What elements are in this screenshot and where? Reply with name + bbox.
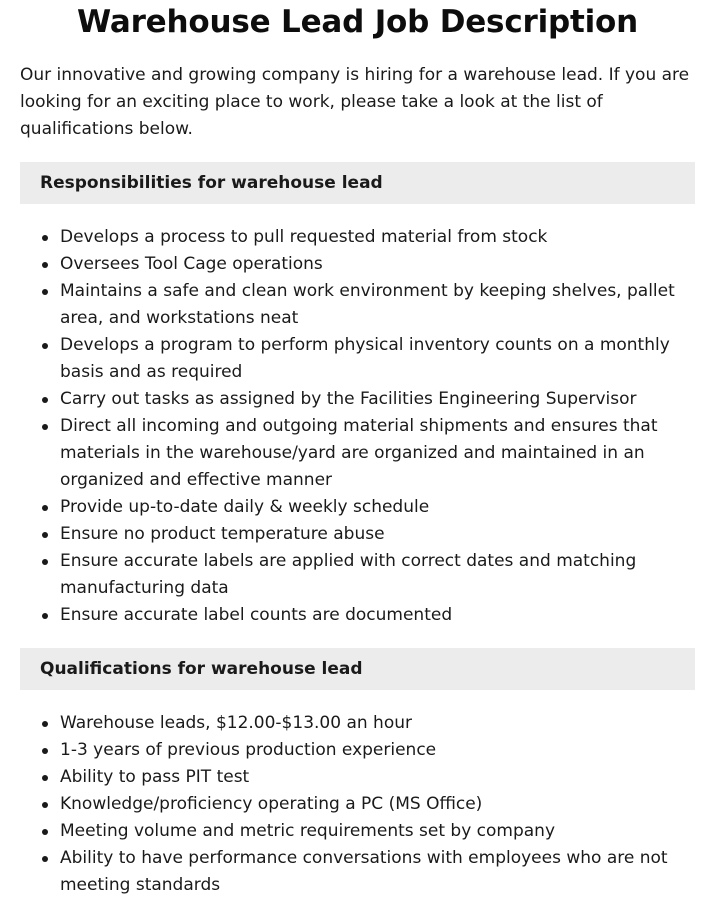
qualifications-heading: Qualifications for warehouse lead [20,648,695,690]
list-item: Ensure no product temperature abuse [60,521,695,548]
list-item: Develops a process to pull requested material from stock [60,224,695,251]
page-title: Warehouse Lead Job Description [76,4,639,40]
qualifications-list [20,710,695,899]
list-item: Direct all incoming and outgoing material shipments and ensures that materials in the warehouse/yard are organized and maintained in an organized and effective manner [60,413,695,494]
intro-paragraph: Our innovative and growing company is hiring for a warehouse lead. If you are looking for an exciting place to work, please take a look at the list of qualifications below. [20,65,690,139]
list-item: Maintains a safe and clean work environment by keeping shelves, pallet area, and workstations neat [60,278,695,332]
list-item: 1-3 years of previous production experience [60,737,695,764]
list-item: Ability to pass PIT test [60,764,695,791]
list-item: Knowledge/proficiency operating a PC (MS Office) [60,791,695,818]
list-item: Oversees Tool Cage operations [60,251,695,278]
list-item: Carry out tasks as assigned by the Facilities Engineering Supervisor [60,386,695,413]
list-item: Meeting volume and metric requirements set by company [60,818,695,845]
responsibilities-list [20,224,695,629]
list-item: Ability to have performance conversations with employees who are not meeting standards [60,845,695,899]
list-item: Develops a program to perform physical inventory counts on a monthly basis and as required [60,332,695,386]
list-item: Warehouse leads, $12.00-$13.00 an hour [60,710,695,737]
responsibilities-heading: Responsibilities for warehouse lead [20,162,695,204]
list-item: Provide up-to-date daily & weekly schedule [60,494,695,521]
list-item: Ensure accurate labels are applied with correct dates and matching manufacturing data [60,548,695,602]
list-item: Ensure accurate label counts are documented [60,602,695,629]
